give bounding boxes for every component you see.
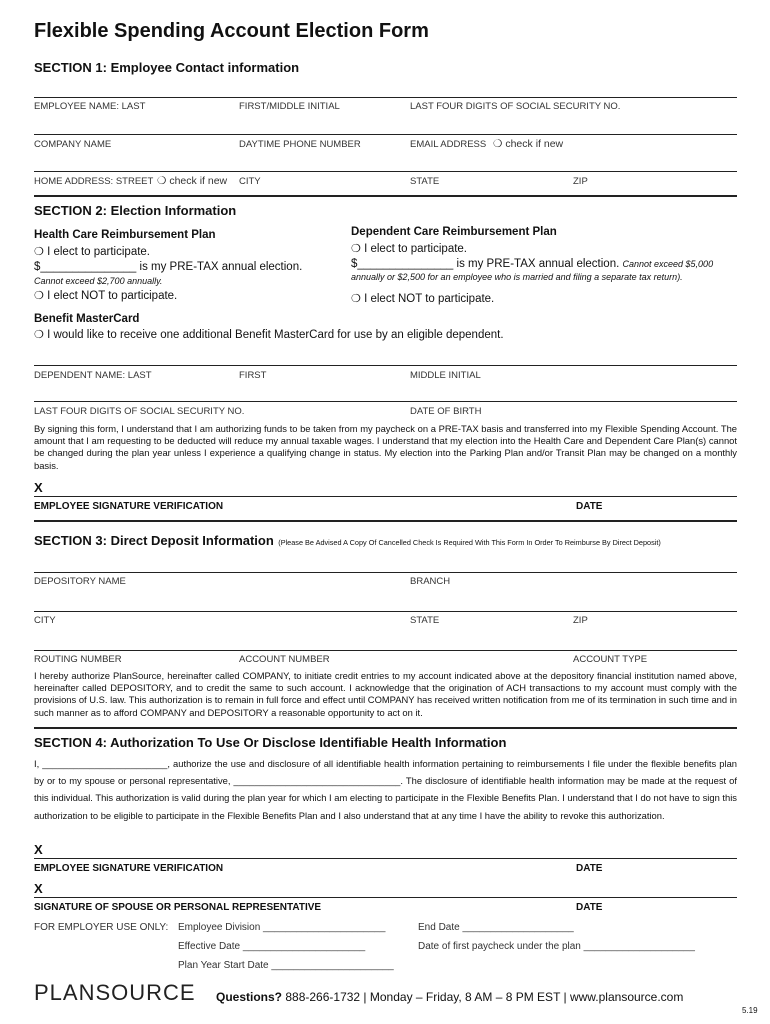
city-label: CITY bbox=[239, 176, 261, 187]
dependent-last-name-label: DEPENDENT NAME: LAST bbox=[34, 370, 152, 381]
contact-info: 888-266-1732 | Monday – Friday, 8 AM – 8 PM EST | www.plansource.com bbox=[285, 990, 684, 1004]
date-label: DATE bbox=[576, 501, 603, 512]
section3-note: (Please Be Advised A Copy Of Cancelled Check Is Required With This Form In Order To Reimburse By Direct Deposit) bbox=[278, 538, 661, 547]
routing-number-label: ROUTING NUMBER bbox=[34, 654, 122, 665]
direct-deposit-authorization-paragraph: I hereby authorize PlanSource, hereinafter called COMPANY, to initiate credit entries to my account indicated above at the depository financial institution named above, hereinafter called DEPOSITORY, and to credit the same to such account. I acknowledge that the origination of ACH transactions to my account must comply with the provisions of U.S. law. This authorization is to remain in full force and effect until COMPANY has received written notification from me of its termination in such time and in such manner as to afford COMPANY and DEPOSITORY a reasonable opportunity to act on it. bbox=[34, 670, 737, 718]
employee-division-field[interactable]: Employee Division ______________________ bbox=[178, 922, 386, 933]
hc-not-label: I elect NOT to participate. bbox=[47, 290, 178, 302]
email-address-label: EMAIL ADDRESS bbox=[410, 139, 487, 150]
signature-line[interactable] bbox=[34, 496, 737, 497]
dc-elect-option[interactable] bbox=[351, 242, 467, 255]
signature-x-mark: X bbox=[34, 881, 43, 896]
divider bbox=[34, 195, 737, 197]
dc-limit-note: Cannot exceed $5,000 bbox=[622, 259, 714, 269]
mastercard-title: Benefit MasterCard bbox=[34, 313, 140, 325]
end-date-field[interactable]: End Date ____________________ bbox=[418, 922, 574, 933]
hc-elect-option[interactable] bbox=[34, 245, 150, 258]
dc-amount-row[interactable] bbox=[351, 258, 713, 270]
state-label: STATE bbox=[410, 176, 440, 187]
dc-amount-field[interactable]: $_______________ is my PRE-TAX annual election. bbox=[351, 258, 620, 270]
depository-name-label: DEPOSITORY NAME bbox=[34, 576, 126, 587]
company-name-label: COMPANY NAME bbox=[34, 139, 112, 150]
health-info-authorization-paragraph: I, ________________________, authorize the use and disclosure of all identifiable health information pertaining to reimbursements I file under the flexible benefits plan by or to my spouse or personal representative, ________________________________. The disclosure of identifiable health information may be made at the request of this individual. This authorization is valid during the plan year for which I am electing to participate in the Flexible Benefits Plan. I understand that I do not have to sign this authorization to be eligible to participate in the Flexible Benefits Plan and I also understand that at any time I have the ability to revoke this authorization. bbox=[34, 758, 737, 821]
section1-heading: SECTION 1: Employee Contact information bbox=[34, 60, 300, 75]
hc-amount-field[interactable]: $_______________ is my PRE-TAX annual election. bbox=[34, 261, 303, 273]
signature-line[interactable] bbox=[34, 858, 737, 859]
employee-signature-label: EMPLOYEE SIGNATURE VERIFICATION bbox=[34, 501, 224, 512]
hc-not-option[interactable] bbox=[34, 289, 177, 302]
effective-date-field[interactable]: Effective Date ______________________ bbox=[178, 941, 366, 952]
form-version: 5.19 bbox=[742, 1006, 758, 1015]
branch-label: BRANCH bbox=[410, 576, 451, 587]
daytime-phone-label: DAYTIME PHONE NUMBER bbox=[239, 139, 361, 150]
first-paycheck-date-field[interactable]: Date of first paycheck under the plan ____________________ bbox=[418, 941, 695, 952]
address-check-if-new[interactable] bbox=[157, 175, 227, 187]
divider bbox=[34, 572, 737, 573]
dependent-care-plan-title: Dependent Care Reimbursement Plan bbox=[351, 226, 557, 238]
hc-limit-note: Cannot exceed $2,700 annually. bbox=[34, 276, 163, 286]
dependent-dob-label: DATE OF BIRTH bbox=[410, 406, 482, 417]
divider bbox=[34, 727, 737, 729]
dc-elect-label: I elect to participate. bbox=[364, 243, 467, 255]
questions-label: Questions? bbox=[216, 990, 283, 1004]
divider bbox=[34, 611, 737, 612]
hc-elect-label: I elect to participate. bbox=[47, 246, 150, 258]
email-check-if-new[interactable] bbox=[493, 138, 563, 150]
check-if-new-label: check if new bbox=[169, 175, 228, 187]
divider bbox=[34, 401, 737, 402]
account-number-label: ACCOUNT NUMBER bbox=[239, 654, 330, 665]
section3-header bbox=[34, 532, 661, 550]
circle-checkbox-icon: ❍ bbox=[34, 329, 44, 341]
date-label: DATE bbox=[576, 902, 603, 913]
divider bbox=[34, 520, 737, 522]
election-authorization-paragraph: By signing this form, I understand that I am authorizing funds to be taken from my paycheck on a PRE-TAX basis and transferred into my Flexible Spending Account. The amount that I am requesting to be deducted will reduce my annual taxable wages. I understand that my election into the Health Care and Dependent Care Plan(s) cannot be changed during the plan year unless I experience a qualifying change in status. My election into the Parking Plan and/or Transit Plan may be changed on a monthly basis. bbox=[34, 423, 737, 471]
dependent-first-name-label: FIRST bbox=[239, 370, 267, 381]
divider bbox=[34, 134, 737, 135]
section3-heading: SECTION 3: Direct Deposit Information bbox=[34, 533, 274, 548]
signature-line[interactable] bbox=[34, 897, 737, 898]
dc-not-label: I elect NOT to participate. bbox=[364, 293, 495, 305]
bank-state-label: STATE bbox=[410, 615, 440, 626]
check-if-new-label: check if new bbox=[505, 138, 564, 150]
employee-signature-label: EMPLOYEE SIGNATURE VERIFICATION bbox=[34, 863, 224, 874]
circle-checkbox-icon: ❍ bbox=[34, 246, 44, 258]
circle-checkbox-icon: ❍ bbox=[493, 138, 503, 150]
divider bbox=[34, 171, 737, 172]
mastercard-label: I would like to receive one additional Benefit MasterCard for use by an eligible dependent. bbox=[47, 329, 504, 341]
mastercard-option[interactable] bbox=[34, 328, 504, 341]
section2-heading: SECTION 2: Election Information bbox=[34, 203, 237, 218]
circle-checkbox-icon: ❍ bbox=[34, 290, 44, 302]
divider bbox=[34, 365, 737, 366]
date-label: DATE bbox=[576, 863, 603, 874]
first-middle-initial-label: FIRST/MIDDLE INITIAL bbox=[239, 101, 340, 112]
bank-city-label: CITY bbox=[34, 615, 56, 626]
dc-not-option[interactable] bbox=[351, 292, 494, 305]
ssn-last-four-label: LAST FOUR DIGITS OF SOCIAL SECURITY NO. bbox=[410, 101, 621, 112]
footer-contact bbox=[216, 990, 683, 1004]
account-type-label: ACCOUNT TYPE bbox=[573, 654, 648, 665]
dependent-ssn-label: LAST FOUR DIGITS OF SOCIAL SECURITY NO. bbox=[34, 406, 245, 417]
plansource-logo: PLANSOURCE bbox=[34, 980, 196, 1005]
dc-limit-note-cont: annually or $2,500 for an employee who is married and filing a separate tax return). bbox=[351, 272, 683, 282]
zip-label: ZIP bbox=[573, 176, 588, 187]
employer-use-label: FOR EMPLOYER USE ONLY: bbox=[34, 922, 169, 933]
divider bbox=[34, 650, 737, 651]
plan-year-start-field[interactable]: Plan Year Start Date ______________________ bbox=[178, 960, 394, 971]
home-address-label: HOME ADDRESS: STREET bbox=[34, 176, 154, 187]
employee-last-name-label: EMPLOYEE NAME: LAST bbox=[34, 101, 146, 112]
circle-checkbox-icon: ❍ bbox=[351, 243, 361, 255]
dependent-middle-initial-label: MIDDLE INITIAL bbox=[410, 370, 481, 381]
health-care-plan-title: Health Care Reimbursement Plan bbox=[34, 229, 216, 241]
divider bbox=[34, 97, 737, 98]
circle-checkbox-icon: ❍ bbox=[157, 175, 167, 187]
circle-checkbox-icon: ❍ bbox=[351, 293, 361, 305]
signature-x-mark: X bbox=[34, 480, 43, 495]
signature-x-mark: X bbox=[34, 842, 43, 857]
page-title: Flexible Spending Account Election Form bbox=[34, 20, 429, 42]
section4-heading: SECTION 4: Authorization To Use Or Disclose Identifiable Health Information bbox=[34, 735, 507, 750]
bank-zip-label: ZIP bbox=[573, 615, 588, 626]
spouse-signature-label: SIGNATURE OF SPOUSE OR PERSONAL REPRESENTATIVE bbox=[34, 902, 322, 913]
